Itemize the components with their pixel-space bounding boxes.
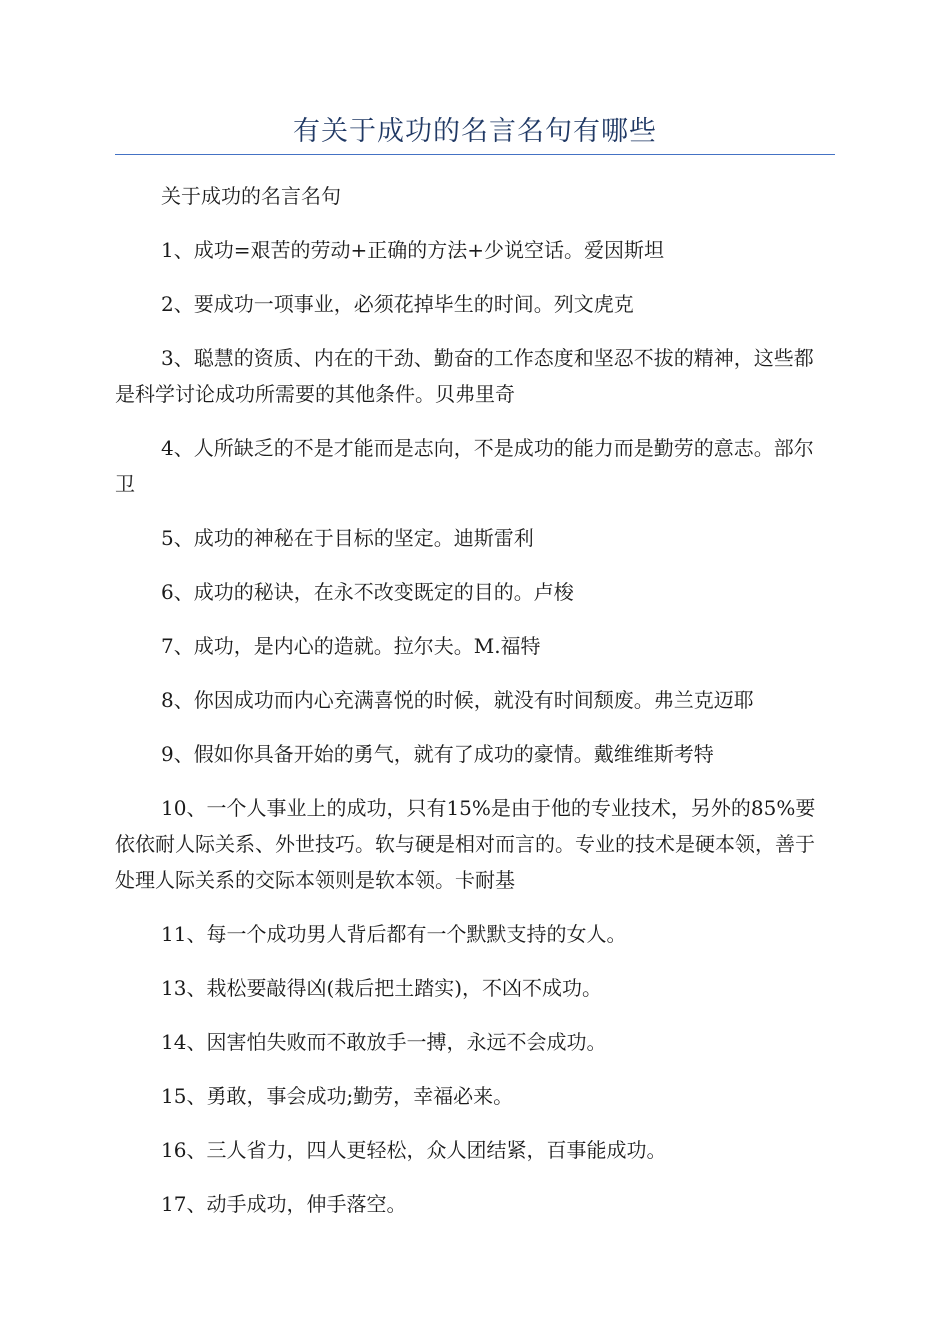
quote-paragraph: 16、三人省力，四人更轻松，众人团结紧，百事能成功。 <box>161 1138 667 1162</box>
title-underline <box>115 154 835 155</box>
quote-paragraph: 10、一个人事业上的成功，只有15%是由于他的专业技术，另外的85%要依依耐人际关系、外世技巧。软与硬是相对而言的。专业的技术是硬本领，善于处理人际关系的交际本领则是软本领。卡耐基 <box>115 796 816 892</box>
quote-paragraph: 13、栽松要敲得凶(栽后把土踏实)，不凶不成功。 <box>161 976 603 1000</box>
quote-paragraph: 2、要成功一项事业，必须花掉毕生的时间。列文虎克 <box>161 292 634 316</box>
document-title: 有关于成功的名言名句有哪些 <box>293 116 657 147</box>
quote-paragraph: 4、人所缺乏的不是才能而是志向，不是成功的能力而是勤劳的意志。部尔卫 <box>115 436 814 496</box>
quote-paragraph: 15、勇敢，事会成功;勤劳，幸福必来。 <box>161 1084 514 1108</box>
section-heading: 关于成功的名言名句 <box>161 184 341 208</box>
quote-paragraph: 6、成功的秘诀，在永不改变既定的目的。卢梭 <box>161 580 574 604</box>
document-body <box>115 178 825 1240</box>
quote-paragraph: 8、你因成功而内心充满喜悦的时候，就没有时间颓废。弗兰克迈耶 <box>161 688 754 712</box>
quote-paragraph: 1、成功=艰苦的劳动+正确的方法+少说空话。爱因斯坦 <box>161 238 664 262</box>
quote-paragraph: 11、每一个成功男人背后都有一个默默支持的女人。 <box>161 922 627 946</box>
quote-paragraph: 7、成功，是内心的造就。拉尔夫。M.福特 <box>161 634 541 658</box>
quote-paragraph: 5、成功的神秘在于目标的坚定。迪斯雷利 <box>161 526 534 550</box>
quote-paragraph: 9、假如你具备开始的勇气，就有了成功的豪情。戴维维斯考特 <box>161 742 714 766</box>
quote-paragraph: 14、因害怕失败而不敢放手一搏，永远不会成功。 <box>161 1030 607 1054</box>
quote-paragraph: 3、聪慧的资质、内在的干劲、勤奋的工作态度和坚忍不拔的精神，这些都是科学讨论成功所需要的其他条件。贝弗里奇 <box>115 346 814 406</box>
quote-paragraph: 17、动手成功，伸手落空。 <box>161 1192 407 1216</box>
